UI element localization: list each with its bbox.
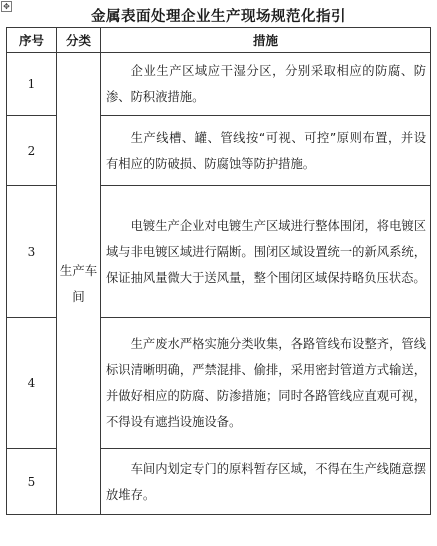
row-measure: 电镀生产企业对电镀生产区域进行整体围闭，将电镀区域与非电镀区域进行隔断。围闭区域设置统一的新风系统，保证抽风量微大于送风量，整个围闭区域保持略负压状态。 bbox=[101, 186, 431, 318]
header-measures: 措施 bbox=[101, 28, 431, 53]
row-measure: 生产线槽、罐、管线按“可视、可控”原则布置，并设有相应的防破损、防腐蚀等防护措施。 bbox=[101, 116, 431, 186]
guideline-table bbox=[6, 27, 431, 515]
row-measure: 车间内划定专门的原料暂存区域，不得在生产线随意摆放堆存。 bbox=[101, 449, 431, 515]
table-row bbox=[7, 53, 431, 116]
header-category: 分类 bbox=[57, 28, 101, 53]
row-seq: 4 bbox=[7, 318, 57, 449]
row-seq: 5 bbox=[7, 449, 57, 515]
row-measure: 企业生产区域应干湿分区，分别采取相应的防腐、防渗、防积液措施。 bbox=[101, 53, 431, 116]
row-measure: 生产废水严格实施分类收集，各路管线布设整齐，管线标识清晰明确，严禁混排、偷排，采用密封管道方式输送，并做好相应的防腐、防渗措施；同时各路管线应直观可视，不得设有遮挡设施设备。 bbox=[101, 318, 431, 449]
document-title: 金属表面处理企业生产现场规范化指引 bbox=[91, 8, 346, 25]
table-header-row bbox=[7, 28, 431, 53]
row-seq: 1 bbox=[7, 53, 57, 116]
row-seq: 2 bbox=[7, 116, 57, 186]
row-seq: 3 bbox=[7, 186, 57, 318]
category-cell: 生产车间 bbox=[57, 53, 101, 515]
table-move-handle-icon[interactable]: ✥ bbox=[1, 1, 12, 12]
header-seq: 序号 bbox=[7, 28, 57, 53]
